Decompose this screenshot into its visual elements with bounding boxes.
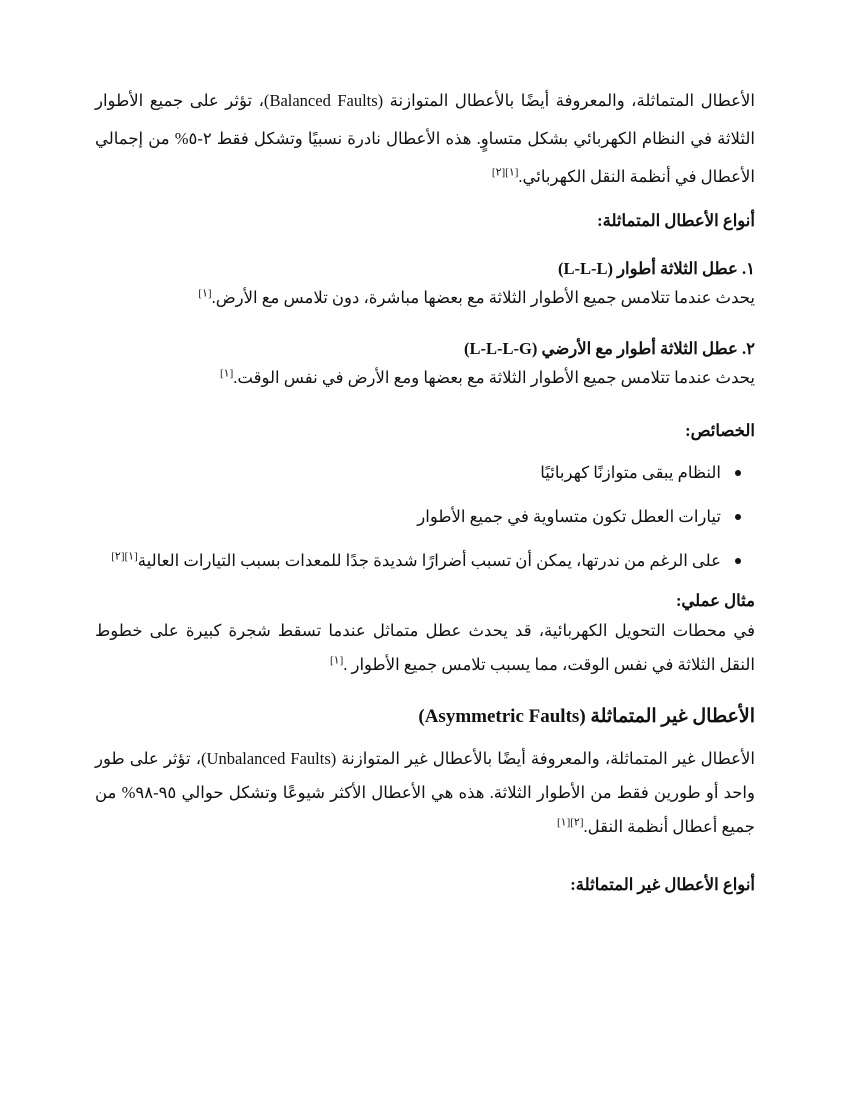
document-page xyxy=(95,82,755,898)
example-heading: مثال عملي: xyxy=(675,591,755,610)
asym-intro-text: الأعطال غير المتماثلة، والمعروفة أيضًا بالأعطال غير المتوازنة (Unbalanced Faults)، تؤثر على طور واحد أو طورين فقط من الأطوار الثلاثة. هذه هي الأعطال الأكثر شيوعًا وتشكل حوالي ٩٥-٩٨% من جميع أعطال أنظمة النقل. xyxy=(95,749,755,836)
bullet-icon xyxy=(735,470,741,476)
list-item xyxy=(95,506,755,528)
list-item xyxy=(95,550,755,572)
intro-text: الأعطال المتماثلة، والمعروفة أيضًا بالأعطال المتوازنة (Balanced Faults)، تؤثر على جميع الأطوار الثلاثة في النظام الكهربائي بشكل متساوٍ. هذه الأعطال نادرة نسبيًا وتشكل فقط ٢-٥% من إجمالي الأعطال في أنظمة النقل الكهربائي. xyxy=(95,91,755,186)
citation-refs[interactable]: [١][٢] xyxy=(111,550,138,563)
type2-paragraph xyxy=(95,364,755,392)
example-paragraph xyxy=(95,614,755,682)
features-list xyxy=(95,462,755,572)
asym-intro-paragraph xyxy=(95,742,755,844)
intro-paragraph xyxy=(95,82,755,196)
citation-refs[interactable]: [٢][١] xyxy=(556,816,584,829)
bullet-icon xyxy=(735,514,741,520)
feature-text: على الرغم من ندرتها، يمكن أن تسبب أضرارًا شديدة جدًا للمعدات بسبب التيارات العالية xyxy=(137,551,721,570)
example-text: في محطات التحويل الكهربائية، قد يحدث عطل متماثل عندما تسقط شجرة كبيرة على خطوط النقل الثلاثة في نفس الوقت، مما يسبب تلامس جميع الأطوار . xyxy=(95,621,755,674)
citation-refs[interactable]: [١][٢] xyxy=(491,166,519,179)
types-heading: أنواع الأعطال المتماثلة: xyxy=(597,211,755,230)
asym-types-heading: أنواع الأعطال غير المتماثلة: xyxy=(570,875,755,894)
bullet-icon xyxy=(735,558,741,564)
feature-text: النظام يبقى متوازنًا كهربائيًا xyxy=(540,463,721,482)
type2-title: ٢. عطل الثلاثة أطوار مع الأرضي (L-L-L-G) xyxy=(464,339,755,358)
citation-ref[interactable]: [١] xyxy=(329,654,344,667)
type2-text: يحدث عندما تتلامس جميع الأطوار الثلاثة مع بعضها ومع الأرض في نفس الوقت. xyxy=(233,368,755,387)
type1-paragraph xyxy=(95,284,755,312)
list-item xyxy=(95,462,755,484)
citation-ref[interactable]: [١] xyxy=(198,287,212,300)
features-heading: الخصائص: xyxy=(685,421,755,440)
citation-ref[interactable]: [١] xyxy=(220,367,234,380)
asym-heading: الأعطال غير المتماثلة (Asymmetric Faults) xyxy=(418,706,755,727)
type1-title: ١. عطل الثلاثة أطوار (L-L-L) xyxy=(557,259,755,278)
feature-text: تيارات العطل تكون متساوية في جميع الأطوار xyxy=(417,507,721,526)
type1-text: يحدث عندما تتلامس جميع الأطوار الثلاثة مع بعضها مباشرة، دون تلامس مع الأرض. xyxy=(211,288,755,307)
